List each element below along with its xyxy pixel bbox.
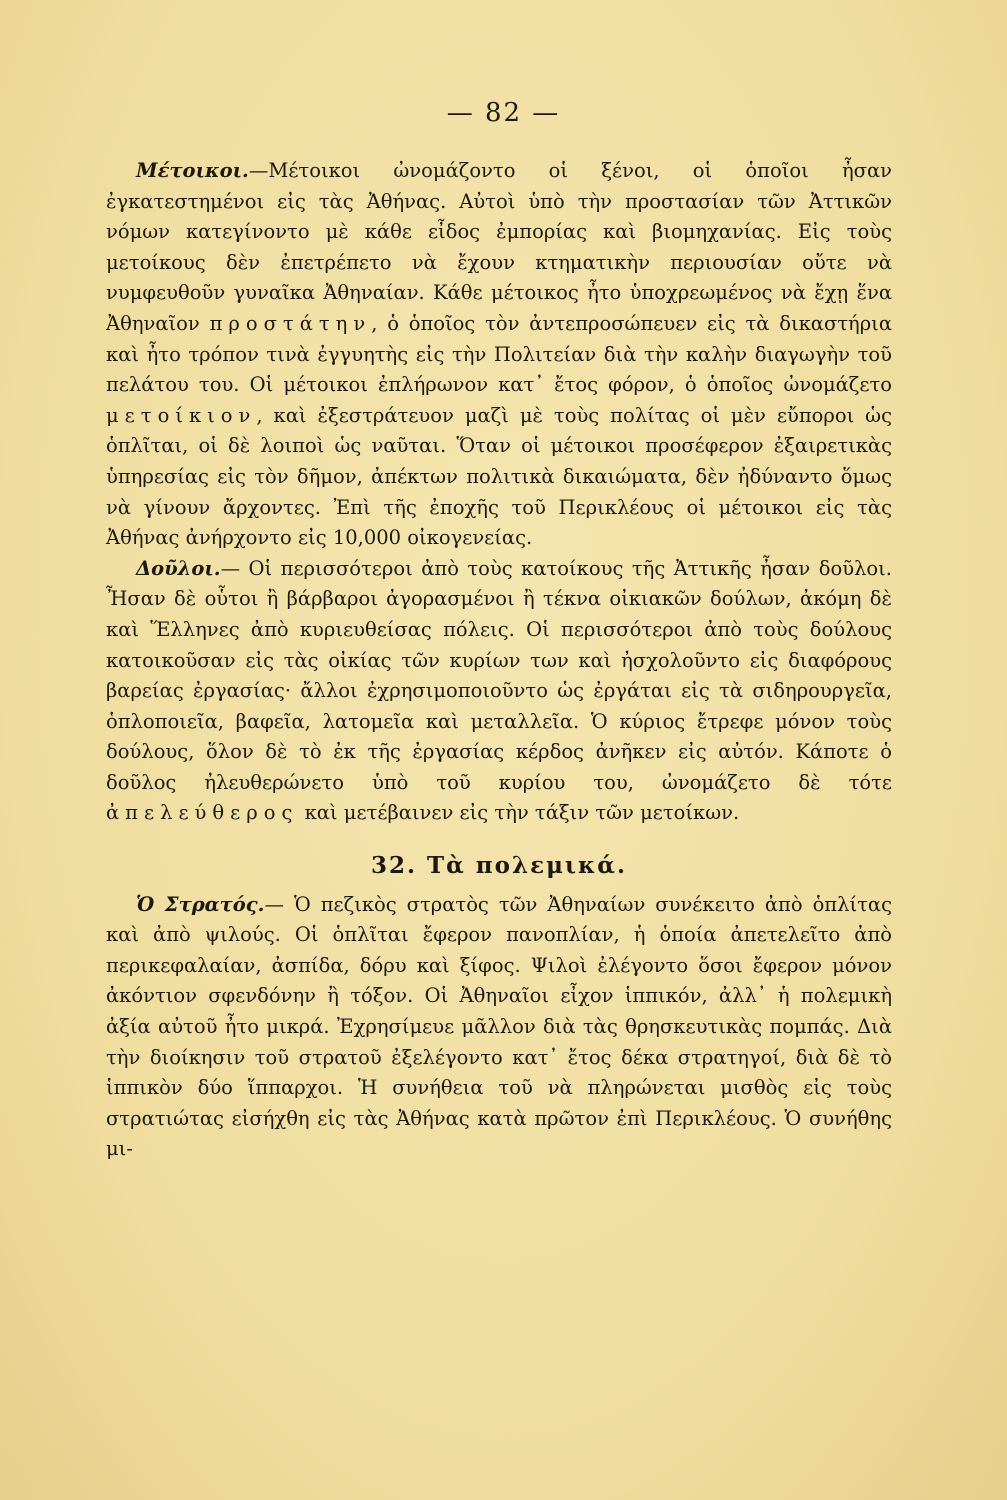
paragraph-metoikoi: [106, 156, 892, 554]
douloi-text-1: — Οἱ περισσότεροι ἀπὸ τοὺς κατοίκους τῆς Ἀττικῆς ἦσαν δοῦλοι. Ἦσαν δὲ οὗτοι ἢ βάρβαροι ἀγορασμένοι ἢ τέκνα οἰκιακῶν δούλων, ἀκόμη δὲ καὶ Ἕλληνες ἀπὸ κυριευθείσας πόλεις. Οἱ περισσότεροι ἀπὸ τοὺς δούλους κατοικοῦσαν εἰς τὰς οἰκίας τῶν κυρίων των καὶ ἠσχολοῦντο εἰς διαφόρους βαρείας ἐργασίας· ἄλλοι ἐχρησιμοποιοῦντο ὡς ἐργάται εἰς τὰ σιδηρουργεῖα, ὁπλοποιεῖα, βαφεῖα, λατομεῖα καὶ μεταλλεῖα. Ὁ κύριος ἔτρεφε μόνον τοὺς δούλους, ὅλον δὲ τὸ ἐκ τῆς ἐργασίας κέρδος ἀνῆκεν εἰς αὐτόν. Κάποτε ὁ δοῦλος ἠλευθερώνετο ὑπὸ τοῦ κυρίου του, ὠνομάζετο δὲ τότε: [106, 556, 892, 794]
term-metoikoi: Μέτοικοι.: [136, 159, 249, 182]
paragraph-douloi: [106, 554, 892, 829]
term-douloi: Δοῦλοι.: [136, 556, 221, 580]
douloi-text-2: καὶ μετέβαινεν εἰς τὴν τάξιν τῶν μετοίκων.: [298, 801, 740, 825]
spaced-term-apeleutheros: ἀπελεύθερος: [106, 801, 299, 825]
body-text: [106, 156, 892, 1165]
metoikoi-text-2: , ὁ ὁποῖος τὸν ἀντεπροσώπευεν εἰς τὰ δικαστήρια καὶ ἦτο τρόπον τινὰ ἐγγυητὴς εἰς τὴν Πολιτείαν διὰ τὴν καλὴν διαγωγὴν τοῦ πελάτου του. Οἱ μέτοικοι ἐπλήρωνον κατ᾽ ἔτος φόρον, ὁ ὁποῖος ὠνομάζετο: [106, 311, 892, 397]
term-stratos: Ὁ Στρατός.: [136, 892, 265, 916]
page-number: — 82 —: [446, 98, 561, 128]
paragraph-stratos: [106, 890, 892, 1165]
spaced-term-prostatis: προστάτην: [209, 311, 372, 335]
section-heading: 32. Τὰ πολεμικά.: [370, 852, 628, 880]
stratos-text-1: — Ὁ πεζικὸς στρατὸς τῶν Ἀθηναίων συνέκειτο ἀπὸ ὁπλίτας καὶ ἀπὸ ψιλούς. Οἱ ὁπλῖται ἔφερον πανοπλίαν, ἡ ὁποία ἀπετελεῖτο ἀπὸ περικεφαλαίαν, ἀσπίδα, δόρυ καὶ ξίφος. Ψιλοὶ ἐλέγοντο ὅσοι ἔφερον μόνον ἀκόντιον σφενδόνην ἢ τόξον. Οἱ Ἀθηναῖοι εἶχον ἱππικόν, ἀλλ᾽ ἡ πολεμικὴ ἀξία αὐτοῦ ἦτο μικρά. Ἐχρησίμευε μᾶλλον διὰ τὰς θρησκευτικὰς πομπάς. Διὰ τὴν διοίκησιν τοῦ στρατοῦ ἐξελέγοντο κατ᾽ ἔτος δέκα στρατηγοί, διὰ δὲ τὸ ἱππικὸν δύο ἵππαρχοι. Ἡ συνήθεια τοῦ νὰ πληρώνεται μισθὸς εἰς τοὺς στρατιώτας εἰσήχθη εἰς τὰς Ἀθήνας κατὰ πρῶτον ἐπὶ Περικλέους. Ὁ συνήθης μι-: [106, 892, 893, 1161]
spaced-term-metoikion: μετοίκιον: [106, 403, 257, 427]
metoikoi-text-1: —Μέτοικοι ὠνομάζοντο οἱ ξένοι, οἱ ὁποῖοι ἦσαν ἐγκατεστημένοι εἰς τὰς Ἀθήνας. Αὐτοὶ ὑπὸ τὴν προστασίαν τῶν Ἀττικῶν νόμων κατεγίνοντο μὲ κάθε εἶδος ἐμπορίας καὶ βιομηχανίας. Εἰς τοὺς μετοίκους δὲν ἐπετρέπετο νὰ ἔχουν κτηματικὴν περιουσίαν οὔτε νὰ νυμφευθοῦν γυναῖκα Ἀθηναίαν. Κάθε μέτοικος ἦτο ὑποχρεωμένος νὰ ἔχῃ ἕνα Ἀθηναῖον: [106, 159, 892, 335]
metoikoi-text-3: , καὶ ἐξεστράτευον μαζὶ μὲ τοὺς πολίτας οἱ μὲν εὔποροι ὡς ὁπλῖται, οἱ δὲ λοιποὶ ὡς ναῦται. Ὅταν οἱ μέτοικοι προσέφερον ἐξαιρετικὰς ὑπηρεσίας εἰς τὸν δῆμον, ἀπέκτων πολιτικὰ δικαιώματα, δὲν ἠδύναντο ὅμως νὰ γίνουν ἄρχοντες. Ἐπὶ τῆς ἐποχῆς τοῦ Περικλέους οἱ μέτοικοι εἰς τὰς Ἀθήνας ἀνήρχοντο εἰς 10,000 οἰκογενείας.: [106, 403, 892, 550]
